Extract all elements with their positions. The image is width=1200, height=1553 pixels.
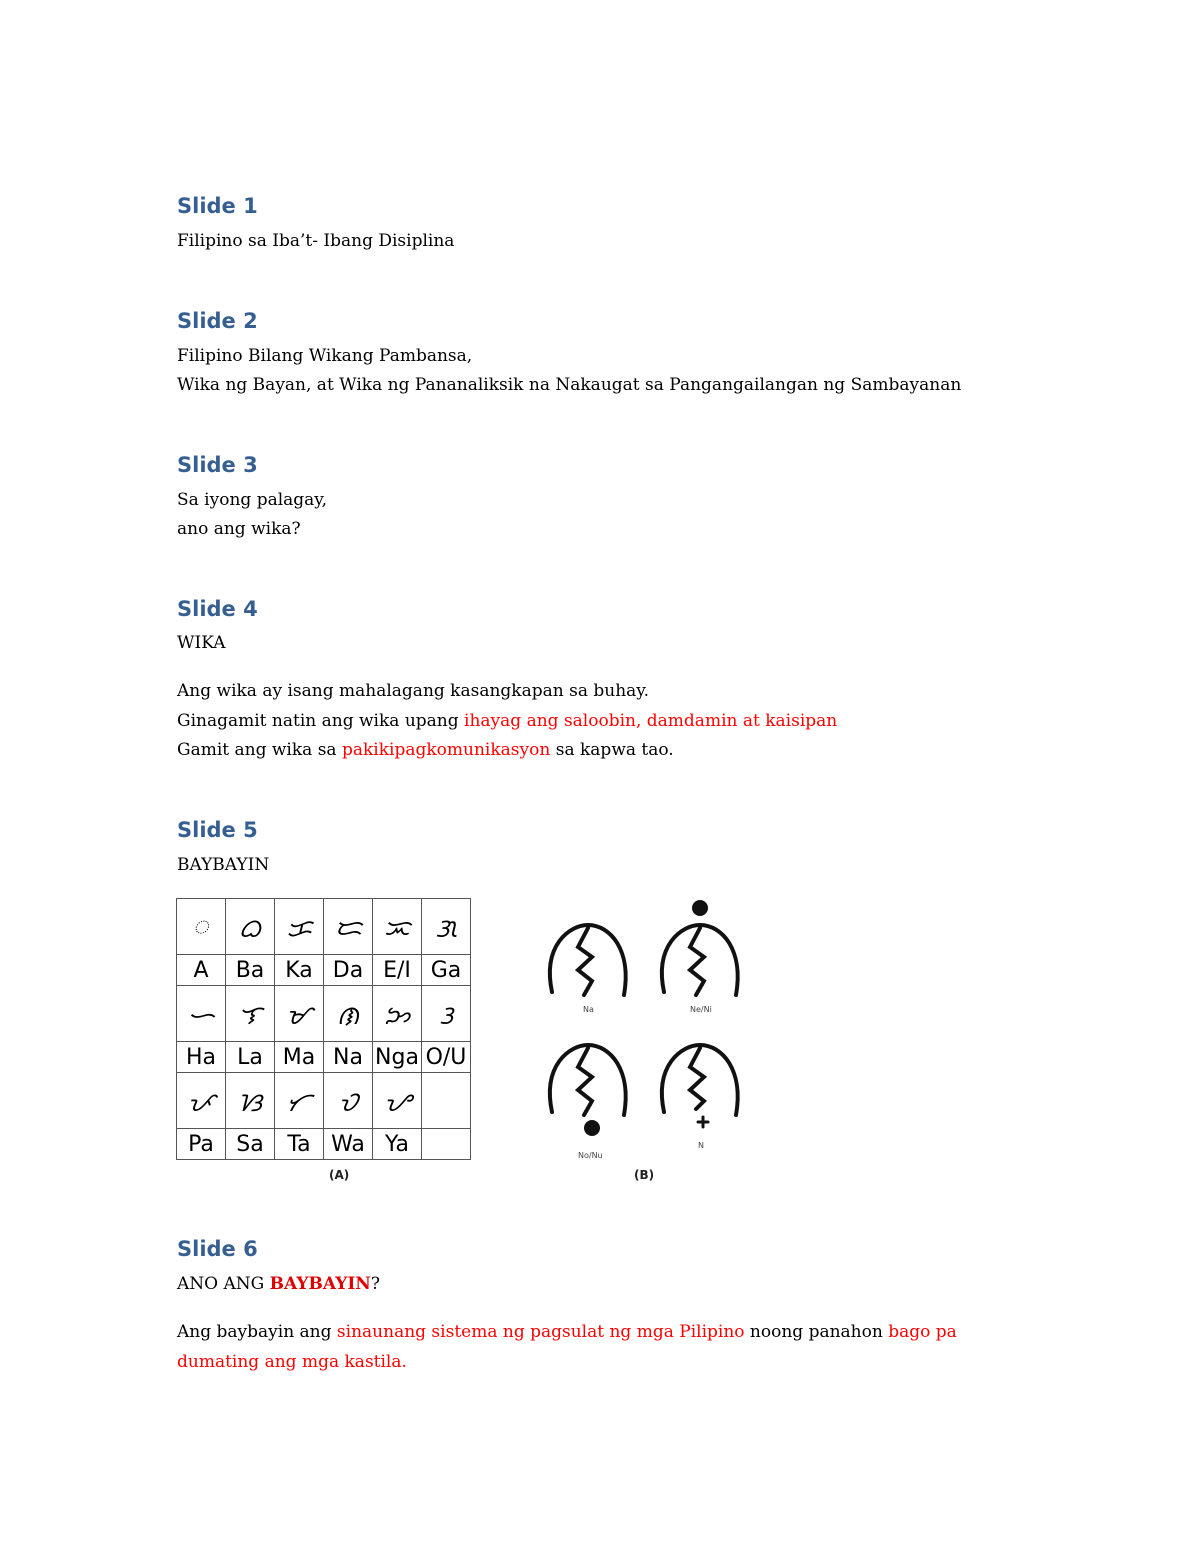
figure-a-caption: (A) [329, 1168, 350, 1182]
glyph-cell: ᜈ [324, 986, 373, 1042]
label-row [177, 955, 471, 986]
slide-6-answer-line-1 [177, 1324, 957, 1341]
slide-2-heading: Slide 2 [177, 309, 258, 333]
label-na: Na [583, 1005, 594, 1014]
slide-2-line-1: Filipino Bilang Wikang Pambansa, [177, 346, 473, 366]
slide-1-heading: Slide 1 [177, 194, 258, 218]
slide-4-p3-text-end: sa kapwa tao. [550, 740, 674, 760]
slide-6-answer-line-2 [177, 1354, 407, 1371]
slide-6-heading: Slide 6 [177, 1237, 258, 1261]
slide-3-heading: Slide 3 [177, 453, 258, 477]
glyph-row [177, 899, 471, 955]
glyph-cell: ᜃ [275, 899, 324, 955]
slide-6-q-mark: ? [370, 1274, 380, 1294]
label-cell: Ga [422, 955, 471, 986]
label-cell: Wa [324, 1129, 373, 1160]
slide-4-title: WIKA [177, 633, 226, 653]
label-cell: Sa [226, 1129, 275, 1160]
glyph-cell: ᜁ [373, 899, 422, 955]
label-cell: Ta [275, 1129, 324, 1160]
glyph-n-icon [662, 1045, 738, 1127]
glyph-cell: ᜉ [177, 1073, 226, 1129]
label-row [177, 1129, 471, 1160]
slide-6-question [177, 1276, 380, 1293]
glyph-cell: ᜌ [373, 1073, 422, 1129]
figure-b-caption: (B) [634, 1168, 655, 1182]
baybayin-table [176, 898, 471, 1160]
slide-6-a-highlight-3: dumating ang mga kastila. [177, 1352, 407, 1372]
slide-4-paragraph-3 [177, 742, 674, 759]
slide-5-title: BAYBAYIN [177, 855, 270, 875]
slide-3-line-2: ano ang wika? [177, 519, 301, 539]
label-cell: A [177, 955, 226, 986]
slide-6-a-highlight-2: bago pa [888, 1322, 957, 1342]
slide-6-q-highlight: BAYBAYIN [269, 1274, 371, 1294]
slide-6-q-text: ANO ANG [177, 1274, 270, 1294]
slide-1-line-1: Filipino sa Iba’t- Ibang Disiplina [177, 231, 455, 251]
glyph-cell: ᜂ [422, 986, 471, 1042]
slide-3-line-1: Sa iyong palagay, [177, 490, 328, 510]
label-cell: Na [324, 1042, 373, 1073]
label-n: N [698, 1141, 704, 1150]
glyph-cell: ᜎ [226, 986, 275, 1042]
label-cell: O/U [422, 1042, 471, 1073]
label-cell: Ma [275, 1042, 324, 1073]
glyph-cell: ᜑ [177, 986, 226, 1042]
slide-4-heading: Slide 4 [177, 597, 258, 621]
slide-4-p2-highlight: ihayag ang saloobin, damdamin at kaisipan [464, 711, 838, 731]
label-cell: Da [324, 955, 373, 986]
slide-6-a-text-mid: noong panahon [744, 1322, 889, 1342]
label-ne-ni: Ne/Ni [690, 1005, 712, 1014]
label-cell: Ba [226, 955, 275, 986]
kudlit-dot-top [692, 900, 708, 916]
glyph-row [177, 1073, 471, 1129]
label-no-nu: No/Nu [578, 1151, 603, 1160]
kudlit-dot-bottom [584, 1120, 600, 1136]
glyph-cell: ᜇ [324, 899, 373, 955]
glyph-cell: ᜄ [422, 899, 471, 955]
glyph-cell: ᜀ [177, 899, 226, 955]
label-cell [422, 1129, 471, 1160]
label-cell: Ha [177, 1042, 226, 1073]
slide-4-p3-highlight: pakikipagkomunikasyon [341, 740, 551, 760]
glyph-cell: ᜋ [275, 986, 324, 1042]
slide-6-a-highlight-1: sinaunang sistema ng pagsulat ng mga Pilipino [336, 1322, 745, 1342]
slide-2-line-2: Wika ng Bayan, at Wika ng Pananaliksik na Nakaugat sa Pangangailangan ng Sambayanan [177, 375, 962, 395]
label-cell: Pa [177, 1129, 226, 1160]
label-cell: Nga [373, 1042, 422, 1073]
label-cell: La [226, 1042, 275, 1073]
glyph-cell: ᜅ [373, 986, 422, 1042]
glyph-cell: ᜊ [226, 899, 275, 955]
glyph-no-nu-icon [550, 1045, 626, 1115]
slide-6-a-text: Ang baybayin ang [177, 1322, 337, 1342]
slide-4-paragraph-1: Ang wika ay isang mahalagang kasangkapan sa buhay. [177, 681, 650, 701]
slide-5-heading: Slide 5 [177, 818, 258, 842]
label-cell: Ya [373, 1129, 422, 1160]
glyph-na-icon [550, 925, 626, 995]
label-row [177, 1042, 471, 1073]
glyph-cell: ᜐ [226, 1073, 275, 1129]
slide-4-paragraph-2 [177, 713, 837, 730]
glyph-cell: ᜏ [324, 1073, 373, 1129]
glyph-cell [422, 1073, 471, 1129]
glyph-cell: ᜆ [275, 1073, 324, 1129]
slide-4-p2-text: Ginagamit natin ang wika upang [177, 711, 465, 731]
glyph-ne-ni-icon [662, 925, 738, 995]
glyph-row [177, 986, 471, 1042]
label-cell: E/I [373, 955, 422, 986]
label-cell: Ka [275, 955, 324, 986]
kudlit-diagram [540, 895, 760, 1165]
slide-4-p3-text: Gamit ang wika sa [177, 740, 342, 760]
